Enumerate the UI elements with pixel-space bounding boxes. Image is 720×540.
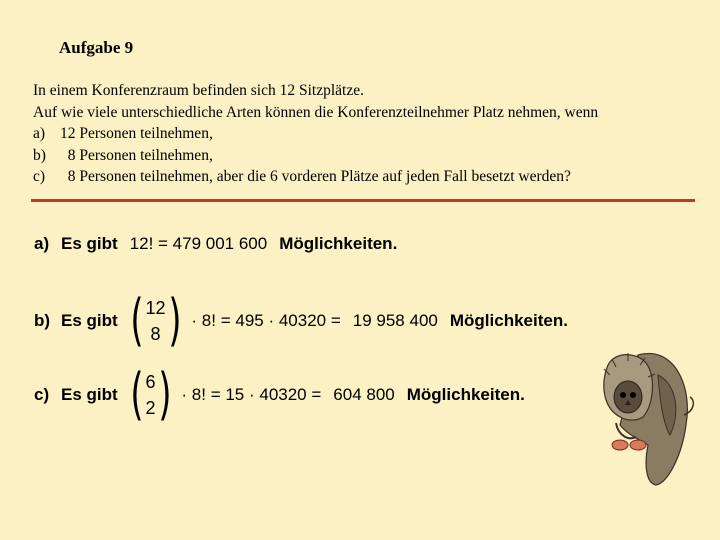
left-paren: ( [130,362,144,427]
left-paren: ( [130,288,144,353]
solution-prefix: Es gibt [61,385,118,404]
solution-expression: 12! = 479 001 600 [129,234,268,253]
solution-label: c) [34,385,50,404]
right-paren: ) [167,288,182,353]
binomial-coefficient [126,288,186,353]
task-item-text: 8 Personen teilnehmen, [60,146,213,164]
solution-b [34,288,568,353]
task-text [33,80,598,188]
task-item-label: c) [33,168,46,185]
solution-suffix: Möglichkeiten. [449,311,568,330]
binom-bottom: 8 [150,324,161,344]
solution-label: a) [34,234,50,253]
solution-result: 19 958 400 [352,311,438,330]
task-item-b [33,145,598,167]
solution-c [34,362,525,427]
task-item-text: 8 Personen teilnehmen, aber die 6 vorderen Plätze auf jeden Fall besetzt werden? [60,168,571,185]
task-line-2: Auf wie viele unterschiedliche Arten können die Konferenzteilnehmer Platz nehmen, wenn [33,103,599,121]
solution-a [34,234,397,254]
solution-prefix: Es gibt [61,234,118,253]
divider-rule [31,199,695,202]
solution-result: 604 800 [333,385,395,404]
task-item-text: 12 Personen teilnehmen, [60,125,213,142]
right-paren: ) [157,362,172,427]
task-item-label: a) [33,125,46,142]
binom-top: 6 [145,372,156,392]
task-line-1: In einem Konferenzraum befinden sich 12 Sitzplätze. [33,82,364,99]
solution-prefix: Es gibt [61,311,118,330]
solution-label: b) [34,311,51,330]
task-title: Aufgabe 9 [59,38,134,57]
binom-top: 12 [145,298,166,318]
binomial-coefficient [126,362,176,427]
binom-bottom: 2 [145,398,156,418]
solution-expression: · 8! = 15 · 40320 = [181,385,322,404]
task-item-c [33,166,598,188]
solution-expression: · 8! = 495 · 40320 = [191,311,341,330]
task-item-a [33,123,598,145]
owl-illustration [598,345,698,490]
solution-suffix: Möglichkeiten. [279,234,398,253]
solution-suffix: Möglichkeiten. [406,385,525,404]
task-item-label: b) [33,146,46,164]
